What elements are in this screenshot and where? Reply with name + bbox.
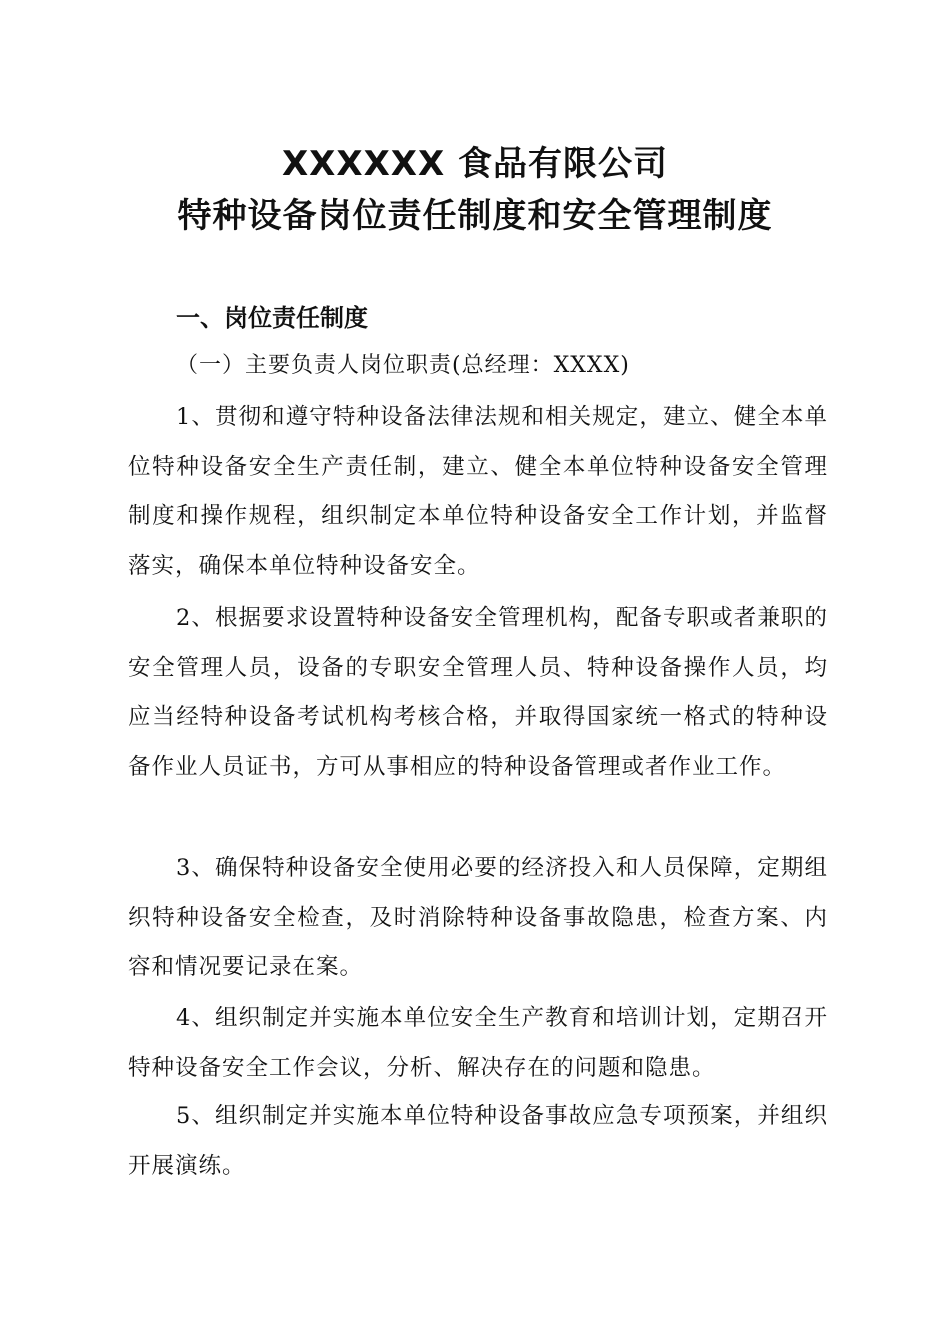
section-heading: 一、岗位责任制度 [176,304,368,332]
document-title-line1: XXXXXX 食品有限公司 [281,144,669,184]
sub-heading: （一）主要负责人岗位职责(总经理：XXXX) [176,353,630,378]
paragraph-2: 2、根据要求设置特种设备安全管理机构，配备专职或者兼职的安全管理人员，设备的专职安全管理人员、特种设备操作人员，均应当经特种设备考试机构考核合格，并取得国家统一格式的特种设备作业人员证书，方可从事相应的特种设备管理或者作业工作。 [128,605,828,780]
paragraph-3: 3、确保特种设备安全使用必要的经济投入和人员保障，定期组织特种设备安全检查，及时消除特种设备事故隐患，检查方案、内容和情况要记录在案。 [128,855,828,980]
document-title-line2: 特种设备岗位责任制度和安全管理制度 [177,196,773,236]
paragraph-4: 4、组织制定并实施本单位安全生产教育和培训计划，定期召开特种设备安全工作会议，分析、解决存在的问题和隐患。 [128,1005,828,1081]
paragraph-5: 5、组织制定并实施本单位特种设备事故应急专项预案，并组织开展演练。 [128,1103,828,1179]
paragraph-1: 1、贯彻和遵守特种设备法律法规和相关规定，建立、健全本单位特种设备安全生产责任制，建立、健全本单位特种设备安全管理制度和操作规程，组织制定本单位特种设备安全工作计划，并监督落实，确保本单位特种设备安全。 [128,404,828,579]
